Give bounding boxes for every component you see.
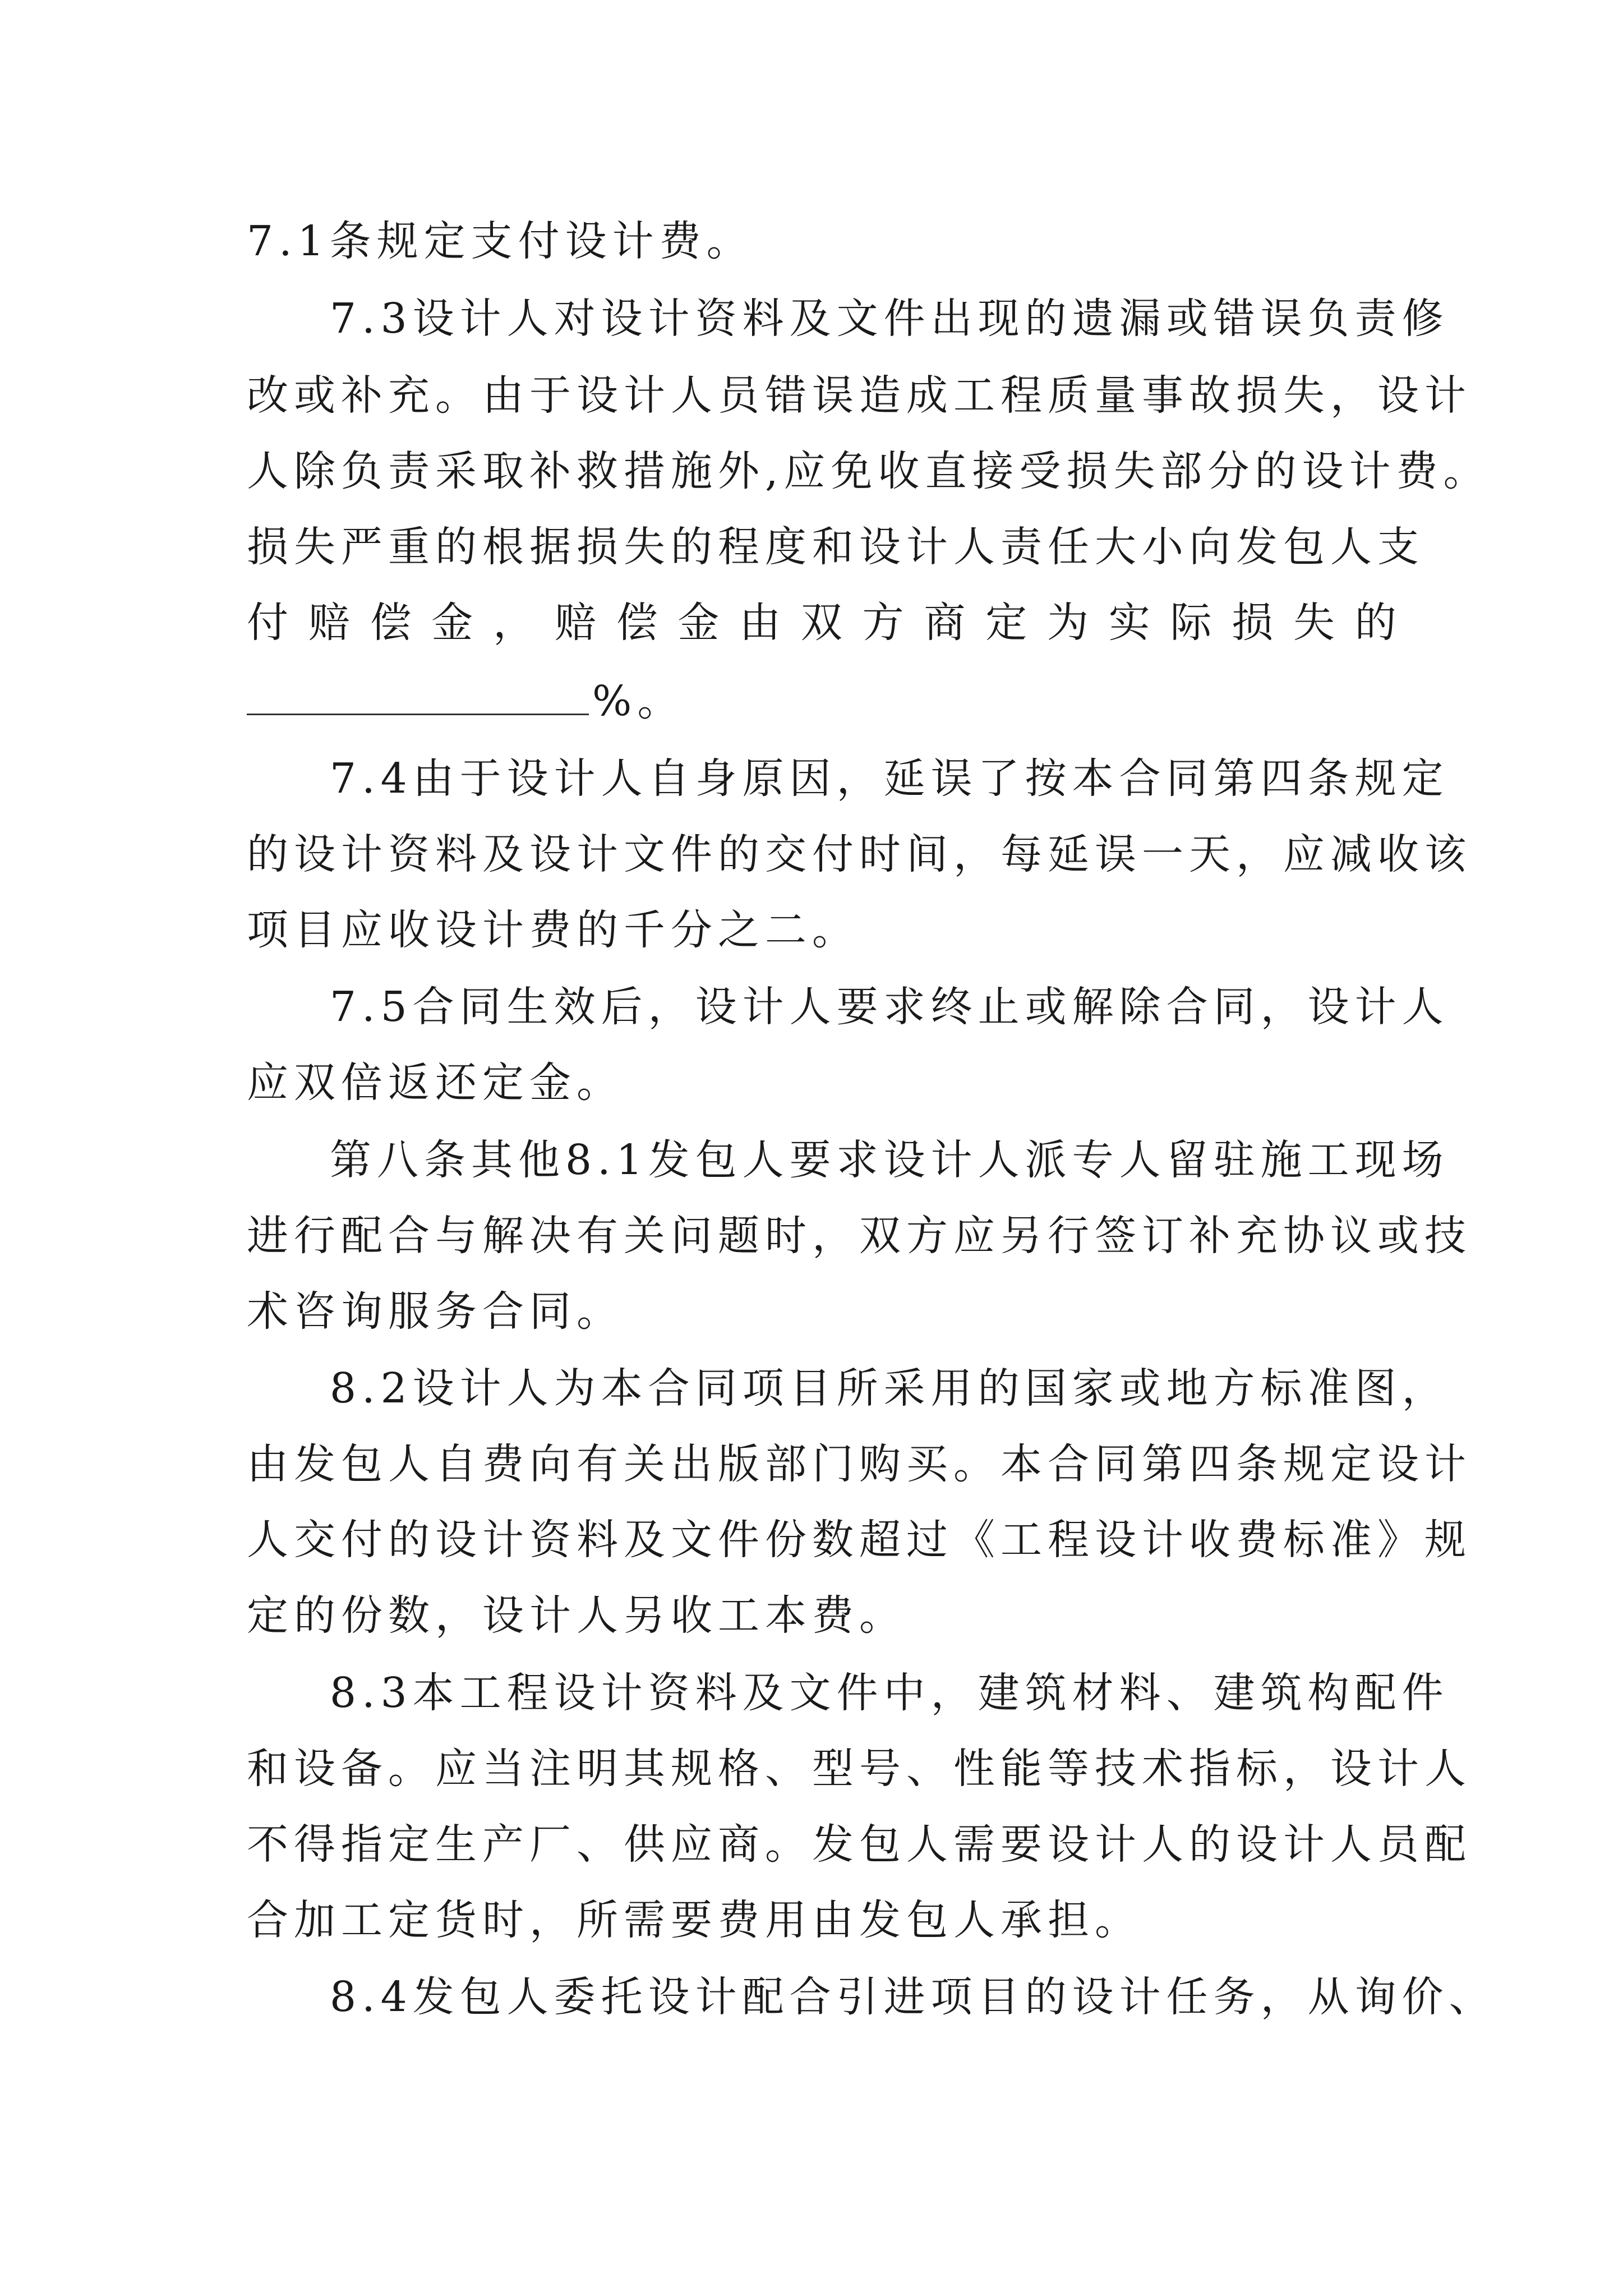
text-line-2: 7.3设计人对设计资料及文件出现的遗漏或错误负责修 (330, 295, 1449, 343)
justified-char: 金 (677, 599, 720, 647)
text-line-3: 改或补充。由于设计人员错误造成工程质量事故损失，设计 (247, 371, 1472, 420)
text-line-9: 的设计资料及设计文件的交付时间，每延误一天，应减收该 (247, 830, 1472, 878)
justified-char: 商 (924, 599, 966, 647)
text-line-16: 8.2设计人为本合同项目所采用的国家或地方标准图， (330, 1364, 1449, 1412)
text-line-15: 术咨询服务合同。 (247, 1287, 624, 1336)
text-line-19: 定的份数，设计人另收工本费。 (247, 1591, 906, 1640)
text-line-17: 由发包人自费向有关出版部门购买。本合同第四条规定设计 (247, 1440, 1472, 1488)
text-line-11: 7.5合同生效后，设计人要求终止或解除合同，设计人 (330, 983, 1449, 1031)
justified-text: 付 (247, 599, 288, 647)
text-line-1: 7.1条规定支付设计费。 (247, 217, 754, 265)
fill-in-blank (247, 674, 589, 715)
text-line-14: 进行配合与解决有关问题时，双方应另行签订补充协议或技 (247, 1212, 1472, 1260)
text-line-21: 和设备。应当注明其规格、型号、性能等技术指标，设计人 (247, 1745, 1472, 1793)
justified-char: ， (493, 599, 535, 647)
percent-suffix: %。 (592, 677, 685, 725)
text-line-23: 合加工定货时，所需要费用由发包人承担。 (247, 1896, 1142, 1944)
text-line-4: 人除负责采取补救措施外,应免收直接受损失部分的设计费。 (247, 447, 1491, 495)
text-line-12: 应双倍返还定金。 (247, 1059, 624, 1107)
justified-char: 双 (800, 599, 842, 647)
text-line-20: 8.3本工程设计资料及文件中，建筑材料、建筑构配件 (330, 1669, 1449, 1717)
justified-char: 失 (1293, 599, 1335, 647)
text-line-8: 7.4由于设计人自身原因，延误了按本合同第四条规定 (330, 754, 1449, 803)
text-line-5: 损失严重的根据损失的程度和设计人责任大小向发包人支 (247, 523, 1424, 571)
text-line-18: 人交付的设计资料及文件份数超过《工程设计收费标准》规 (247, 1516, 1472, 1564)
justified-char: 金 (431, 599, 473, 647)
text-line-24: 8.4发包人委托设计配合引进项目的设计任务，从询价、 (330, 1973, 1496, 2021)
justified-char: 损 (1232, 599, 1274, 647)
justified-char: 的 (1354, 599, 1396, 647)
justified-char: 为 (1046, 599, 1089, 647)
justified-char: 定 (985, 599, 1027, 647)
text-line-10: 项目应收设计费的千分之二。 (247, 906, 859, 954)
justified-char: 赔 (554, 599, 596, 647)
justified-char: 方 (862, 599, 904, 647)
text-line-7 (247, 673, 1396, 729)
text-line-22: 不得指定生产厂、供应商。发包人需要设计人的设计人员配 (247, 1820, 1472, 1869)
text-line-6-justified (247, 595, 1396, 651)
justified-char: 偿 (616, 599, 658, 647)
justified-char: 际 (1170, 599, 1212, 647)
justified-char: 由 (739, 599, 781, 647)
text-line-13: 第八条其他8.1发包人要求设计人派专人留驻施工现场 (330, 1136, 1449, 1184)
justified-char: 偿 (370, 599, 412, 647)
justified-char: 赔 (308, 599, 350, 647)
justified-char: 实 (1108, 599, 1150, 647)
